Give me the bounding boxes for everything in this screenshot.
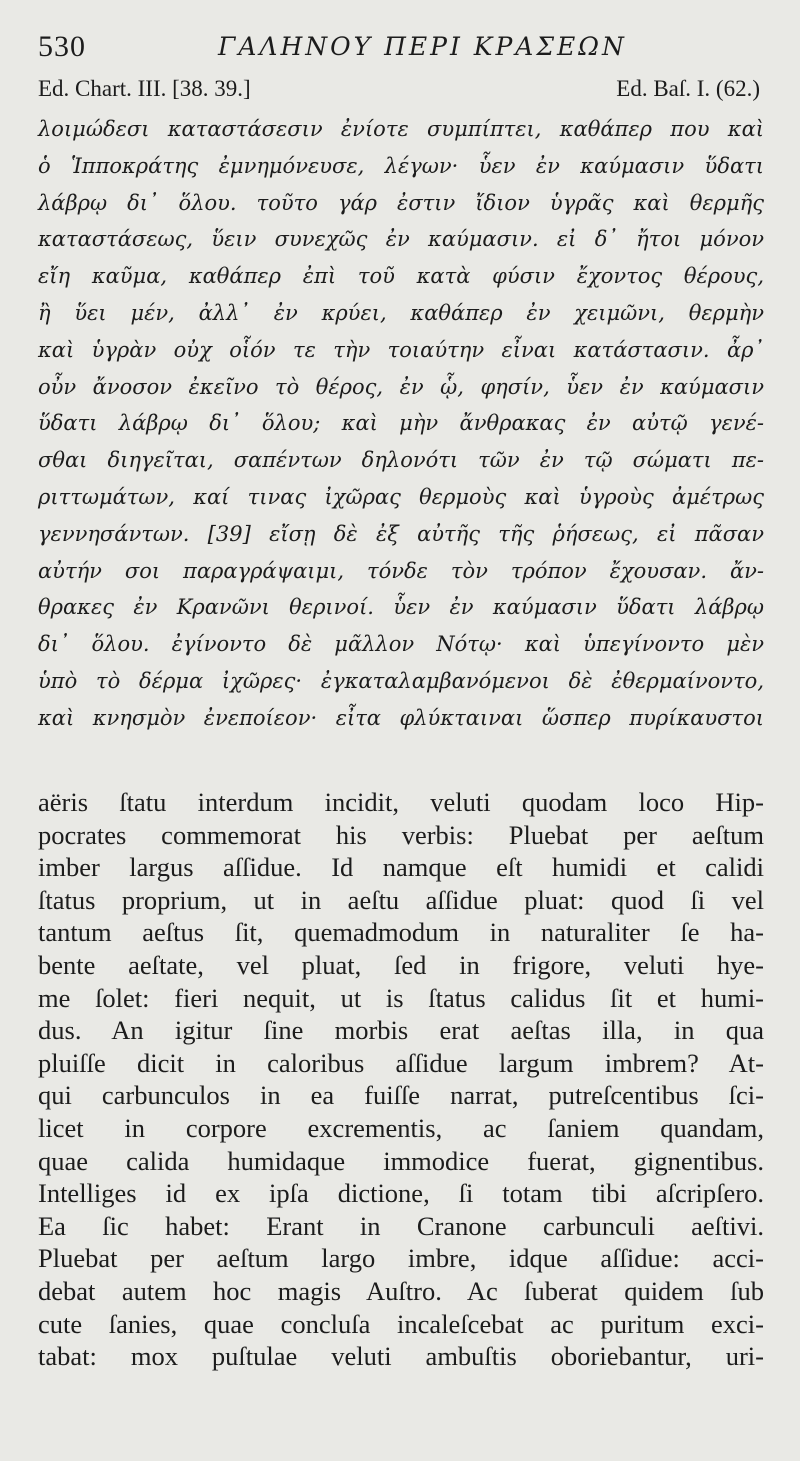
page-number: 530 — [38, 30, 86, 63]
greek-line: θρακες ἐν Κρανῶνι θερινοί. ὗεν ἐν καύμασιν ὕδατι λάβρῳ — [38, 595, 764, 620]
running-title: ΓΑΛΗΝΟΥ ΠΕΡΙ ΚΡΑΣΕΩΝ — [218, 32, 627, 61]
latin-line: Pluebat per aeſtum largo imbre, idque aſſidue: acci- — [38, 1243, 764, 1274]
greek-line: καταστάσεως, ὕειν συνεχῶς ἐν καύμασιν. εἰ δ᾽ ἤτοι μόνον — [38, 227, 764, 252]
latin-line: ſtatus proprium, ut in aeſtu aſſidue pluat: quod ſi vel — [38, 884, 764, 915]
latin-line: bente aeſtate, vel pluat, ſed in frigore, veluti hye- — [38, 949, 764, 980]
edition-basel-reference: Ed. Baſ. I. (62.) — [616, 76, 760, 101]
latin-line: Ea ſic habet: Erant in Cranone carbunculi aeſtivi. — [38, 1210, 764, 1241]
latin-line: pocrates commemorat his verbis: Pluebat per aeſtum — [38, 819, 764, 850]
greek-line: ἢ ὕει μέν, ἀλλ᾽ ἐν κρύει, καθάπερ ἐν χειμῶνι, θερμὴν — [38, 300, 764, 325]
latin-line: qui carbunculos in ea fuiſſe narrat, putreſcentibus ſci- — [38, 1080, 764, 1111]
greek-line: καὶ ὑγρὰν οὐχ οἷόν τε τὴν τοιαύτην εἶναι κατάστασιν. ἆρ᾽ — [38, 337, 764, 362]
greek-line: ριττωμάτων, καί τινας ἰχῶρας θερμοὺς καὶ ὑγροὺς ἀμέτρως — [38, 484, 764, 509]
edition-reference-line — [38, 76, 760, 106]
greek-line: δι᾽ ὅλου. ἐγίνοντο δὲ μᾶλλον Νότῳ· καὶ ὑπεγίνοντο μὲν — [38, 632, 764, 657]
greek-line: εἴη καῦμα, καθάπερ ἐπὶ τοῦ κατὰ φύσιν ἔχοντος θέρους, — [38, 264, 764, 289]
greek-line: ὕδατι λάβρῳ δι᾽ ὅλου; καὶ μὴν ἄνθρακας ἐν αὐτῷ γενέ- — [38, 411, 764, 436]
latin-line: pluiſſe dicit in caloribus aſſidue largum imbrem? At- — [38, 1047, 764, 1078]
greek-line: λοιμώδεσι καταστάσεσιν ἐνίοτε συμπίπτει, καθάπερ που καὶ — [38, 117, 764, 141]
greek-line: σθαι διηγεῖται, σαπέντων δηλονότι τῶν ἐν τῷ σώματι πε- — [38, 448, 764, 473]
greek-line: λάβρῳ δι᾽ ὅλου. τοῦτο γάρ ἐστιν ἴδιον ὑγρᾶς καὶ θερμῆς — [38, 190, 764, 215]
latin-line: dus. An igitur ſine morbis erat aeſtas illa, in qua — [38, 1015, 764, 1046]
greek-line: καὶ κνησμὸν ἐνεποίεον· εἶτα φλύκταιναι ὥσπερ πυρίκαυστοι — [38, 705, 764, 730]
latin-line: me ſolet: fieri nequit, ut is ſtatus calidus ſit et humi- — [38, 982, 764, 1013]
latin-line: licet in corpore excrementis, ac ſaniem quandam, — [38, 1112, 764, 1143]
greek-text-block — [38, 111, 764, 737]
latin-line: tabat: mox puſtulae veluti ambuſtis oboriebantur, uri- — [38, 1341, 764, 1372]
latin-text-block — [38, 786, 764, 1373]
greek-line: αὐτήν σοι παραγράψαιμι, τόνδε τὸν τρόπον ἔχουσαν. ἄν- — [38, 558, 764, 583]
page-header — [38, 30, 760, 68]
edition-chartier-reference: Ed. Chart. III. [38. 39.] — [38, 76, 251, 101]
greek-line: γεννησάντων. [39] εἴσῃ δὲ ἐξ αὐτῆς τῆς ῥήσεως, εἰ πᾶσαν — [38, 521, 764, 546]
latin-line: imber largus aſſidue. Id namque eſt humidi et calidi — [38, 852, 764, 883]
greek-line: οὖν ἄνοσον ἐκεῖνο τὸ θέρος, ἐν ᾧ, φησίν, ὗεν ἐν καύμασιν — [38, 374, 764, 399]
latin-line: quae calida humidaque immodice fuerat, gignentibus. — [38, 1145, 764, 1176]
latin-line: Intelliges id ex ipſa dictione, ſi totam tibi aſcripſero. — [38, 1178, 764, 1209]
latin-line: debat autem hoc magis Auſtro. Ac ſuberat quidem ſub — [38, 1275, 764, 1306]
greek-line: ὁ Ἱπποκράτης ἐμνημόνευσε, λέγων· ὗεν ἐν καύμασιν ὕδατι — [38, 153, 764, 178]
latin-line: cute ſanies, quae concluſa incaleſcebat ac puritum exci- — [38, 1308, 764, 1339]
latin-line: tantum aeſtus ſit, quemadmodum in naturaliter ſe ha- — [38, 917, 764, 948]
greek-line: ὑπὸ τὸ δέρμα ἰχῶρες· ἐγκαταλαμβανόμενοι δὲ ἐθερμαίνοντο, — [38, 668, 764, 693]
latin-line: aëris ſtatu interdum incidit, veluti quodam loco Hip- — [38, 787, 764, 817]
